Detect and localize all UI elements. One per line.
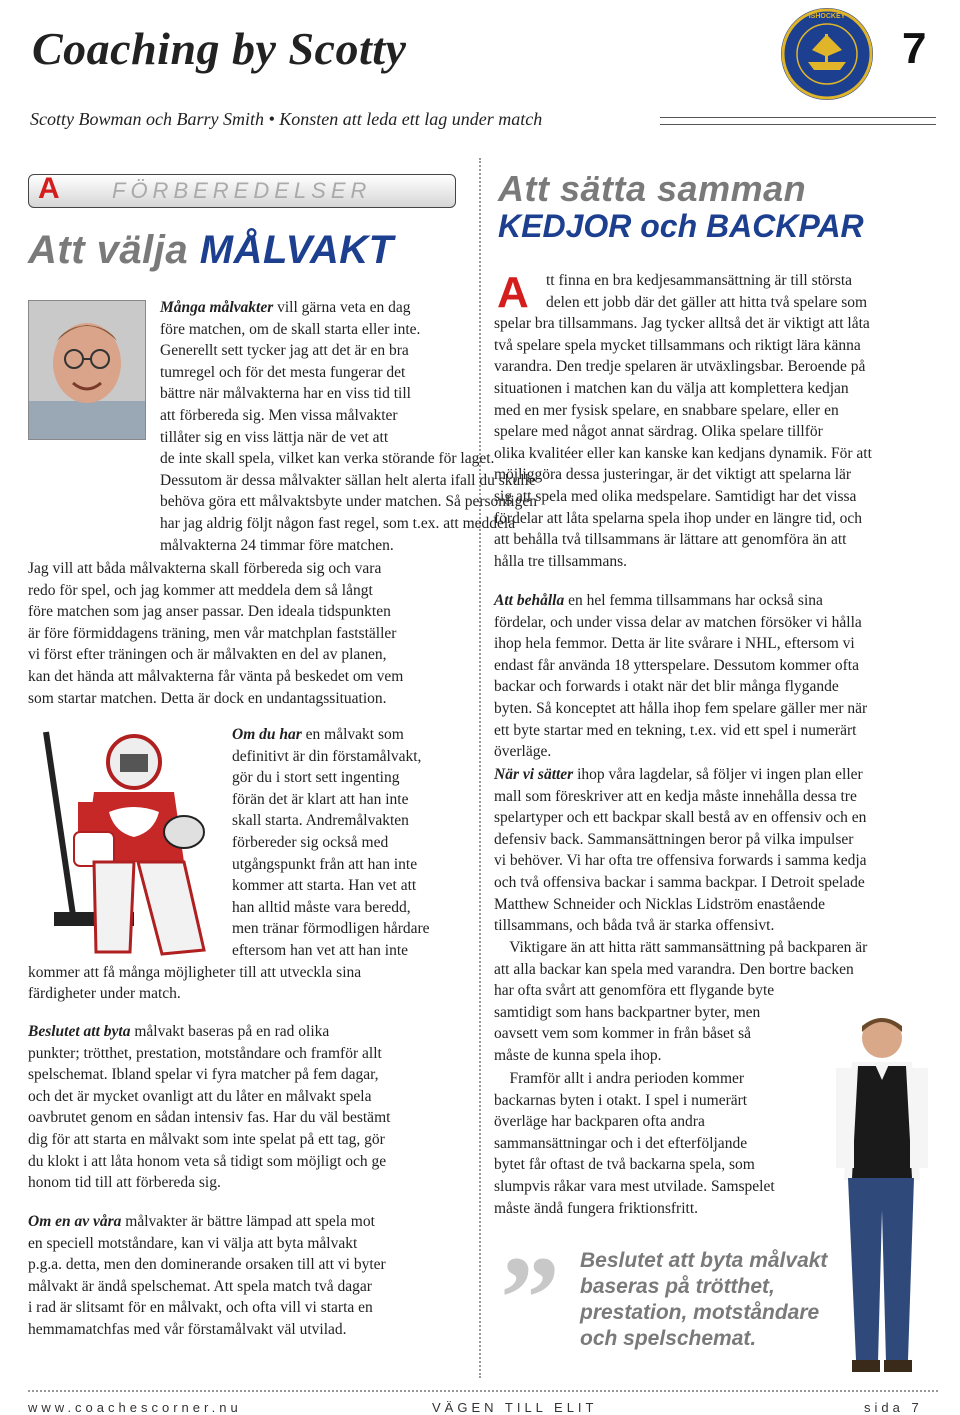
text-line [494,676,934,698]
line-text: spelschemat. Ibland spelar vi fyra matcher på fem dagar, [28,1066,379,1084]
line-text: förbereder sig också med [232,833,389,851]
text-line: fördelar att låta spelarna spela ihop under en längre tid, och [494,509,862,527]
text-line [494,764,934,786]
text-line [494,872,934,894]
line-text: en målvakt som [301,726,404,743]
text-line [28,897,468,919]
lead-in: Att behålla [494,592,565,609]
text-line: att alla backar kan spela med varandra. Den bortre backen [494,960,854,978]
page-number: 7 [902,24,927,73]
text-line [494,807,934,829]
text-line [160,513,516,535]
text-line: att behålla två tillsammans är lättare att genomföra än att [494,531,847,549]
left-headline-accent: MÅLVAKT [199,228,394,272]
text-line: Jag vill att båda målvakterna skall förbereda sig och vara [28,560,382,577]
text-line: måste de kunna spela ihop. [494,1046,662,1064]
text-line: överläge har backparen ofta andra [494,1113,705,1131]
left-paragraph-2 [28,558,468,709]
text-line: före matchen som jag anser passar. Den ideala tidspunkten [28,603,391,621]
line-text: kommer att få många möjligheter till att utveckla sina [28,963,362,981]
subtitle-rule [660,117,936,125]
text-line [28,1086,468,1108]
text-line: situationen i matchen kan du välja att komplettera kedjan [494,379,849,397]
line-text: skall starta. Andremålvakten [232,812,409,830]
text-line [28,767,468,789]
line-text: målvakt baseras på en rad olika [130,1023,330,1040]
text-line [28,1276,468,1298]
footer-website[interactable]: www.coachescorner.nu [28,1400,242,1415]
left-paragraph-5 [28,1211,468,1341]
text-line [28,746,468,768]
lead-in: Om en av våra [28,1213,122,1230]
text-line [28,1172,468,1194]
column-divider [479,158,481,1378]
text-line [28,1021,468,1043]
left-paragraph-1 [160,297,538,556]
line-text: att förbereda sig. Men vissa målvakter [160,406,398,424]
line-text: spelartyper och ett backpar skall bestå av en offensiv och en [494,809,867,827]
line-text: de inte skall spela, vilket kan verka störande för laget. [160,450,495,468]
text-line [494,655,934,677]
footer-rule [28,1390,938,1392]
right-paragraph-1 [494,270,934,572]
text-line: sammansättningar och i det efterföljande [494,1134,748,1152]
line-text: han alltid måste vara beredd, [232,898,411,916]
text-line [494,633,934,655]
right-headline-1: Att sätta samman [498,168,807,209]
text-line [494,590,934,612]
line-text: före matchen, om de skall starta eller inte. [160,320,421,338]
text-line [160,340,460,362]
text-line [160,427,460,449]
text-line [28,724,468,746]
text-line: slumpvis råkar vara mest utvilade. Samspelet [494,1177,775,1195]
text-line: vi först efter träningen och är målvakten en del av planen, [28,646,387,664]
line-text: en hel femma tillsammans har också sina [564,592,823,609]
line-text: p.g.a. detta, men den dominerande orsaken till att vi byter [28,1256,386,1274]
section-label: FÖRBEREDELSER [112,178,372,203]
federation-seal-logo [772,4,882,104]
text-line [28,789,468,811]
line-text: färdigheter under match. [28,985,181,1003]
text-line: Viktigare än att hitta rätt sammansättning på backparen är [494,939,868,956]
line-text: ihop hela femmor. Detta är lite svårare i NHL, eftersom vi [494,635,855,653]
line-text: utgångspunkt från att han inte [232,855,418,873]
drop-cap: A [497,268,529,317]
text-line [28,875,468,897]
right-headline-2: KEDJOR och BACKPAR [498,208,864,244]
line-text: tillsammans, och båda två är starka offensivt. [494,917,775,935]
coach-portrait-photo [28,300,146,440]
line-text: ett byte startar med en tekning, t.ex. vid ett spel i numerärt [494,721,857,739]
left-headline [28,228,394,273]
line-text: backar och forwards i otakt när det blir många flygande [494,678,839,696]
text-line: backarnas byten i otakt. I spel i numerärt [494,1091,748,1109]
line-text: vi behöver. Vi har ofta tre offensiva forwards i samma kedja [494,852,867,870]
line-text: punkter; trötthet, prestation, motståndare och framför allt [28,1044,382,1062]
line-text: byten. Så konceptet att hålla ihop fem spelare gäller mer när [494,699,868,717]
text-line: bytet får oftast de två backarna spela, som [494,1156,755,1174]
lead-in: Beslutet att byta [28,1023,131,1040]
section-letter: A [38,172,60,205]
text-line [28,962,468,984]
text-line: hålla tre tillsammans. [494,552,628,570]
lead-in: Om du har [232,726,302,743]
text-line [160,448,495,470]
text-line: med en mer fysisk spelare, en snabbare spelare, eller en [494,401,839,419]
line-text: och det är mycket ovanligt att du låter en målvakt spela [28,1087,372,1105]
line-text: oavbrutet genom en sådan intensiv fas. Har du väl bestämt [28,1109,391,1127]
text-line [160,362,460,384]
pull-quote: Beslutet att byta målvakt baseras på trötthet, prestation, motståndare och spelschemat. [580,1249,828,1350]
text-line: Framför allt i andra perioden kommer [494,1070,745,1087]
svg-text:ISHOCKEY: ISHOCKEY [808,13,846,20]
quote-mark: ” [500,1231,560,1364]
line-text: fördelar, och under vissa delar av matchen försöker vi hålla [494,613,862,631]
text-line [494,720,934,742]
text-line [160,383,460,405]
right-paragraph-2 [494,590,934,763]
text-line: spelare med något annat särdrag. Olika spelare tillför [494,423,823,441]
text-line [160,470,536,492]
text-line: är före förmiddagens träning, men vår matchplan fastställer [28,624,397,642]
text-line [160,297,460,319]
line-text: målvakterna 24 timmar före matchen. [160,536,394,554]
line-text: överläge. [494,743,552,761]
text-line: kan det hända att målvakterna får vänta på beskedet om vem [28,667,404,685]
line-text: mall som föreskriver att en kedja måste innehålla dessa tre [494,787,857,805]
line-text: tumregel och för det mesta fungerar det [160,363,406,381]
text-line [28,1064,468,1086]
text-line [160,535,460,557]
text-line: två spelare spela mycket tillsammans och riktigt lära känna [494,336,861,354]
line-text: dig för att starta en målvakt som inte spelat på ett tag, gör [28,1130,385,1148]
line-text: honom tid till att förbereda sig. [28,1174,221,1192]
text-line: har ofta svårt att genomföra ett flygande byte [494,982,775,1000]
line-text: ihop våra lagdelar, så följer vi ingen plan eller [573,766,863,783]
text-line: delen ett jobb där det gäller att hitta två spelare som [546,293,868,311]
text-line [160,491,538,513]
text-line [28,983,468,1005]
line-text: behöva göra ett målvaktsbyte under matchen. Så personligen [160,493,538,511]
text-line: varandra. Den tredje spelaren är utväxlingsbar. Beroende på [494,358,866,376]
text-line [28,810,468,832]
line-text: eftersom han vet att han inte [232,941,409,959]
line-text: bättre när målvakterna har en viss tid till [160,385,411,403]
line-text: endast får använda 18 ytterspelare. Dessutom kommer ofta [494,656,859,674]
line-text: hemmamatchfas med vår förstamålvakt väl utvilad. [28,1320,347,1338]
line-text: målvakter är bättre lämpad att spela mot [121,1213,375,1230]
text-line [494,786,934,808]
text-line: oavsett vem som kommer in från båset så [494,1025,751,1043]
text-line: måste ändå fungera friktionsfritt. [494,1199,699,1217]
text-line [28,1151,468,1173]
line-text: en speciell motståndare, kan vi välja att byta målvakt [28,1234,358,1252]
line-text: gör du i stort sett ingenting [232,769,400,787]
text-line [494,894,934,916]
line-text: du klokt i att låta honom veta så tidigt som möjligt och ge [28,1152,387,1170]
text-line [28,1107,468,1129]
footer-page: sida 7 [864,1400,923,1415]
text-line: samtidigt som hans backpartner byter, men [494,1003,761,1021]
line-text: defensiv back. Sammansättningen beror på vilka impulser [494,830,854,848]
line-text: Dessutom är dessa målvakter sällan helt alerta ifall du skulle [160,471,536,489]
left-headline-plain: Att välja [28,228,189,272]
page-subtitle: Scotty Bowman och Barry Smith • Konsten att leda ett lag under match [30,109,543,129]
line-text: förän det är klart att han inte [232,790,409,808]
text-line: sig att spela med olika medspelare. Samtidigt har det vissa [494,487,857,505]
text-line [28,1297,468,1319]
text-line [494,915,934,937]
text-line [494,741,934,763]
line-text: men tränar förmodligen hårdare [232,920,430,938]
footer-series: VÄGEN TILL ELIT [432,1400,598,1415]
line-text: Matthew Schneider och Nicklas Lidström enastående [494,895,825,913]
text-line [160,319,460,341]
line-text: tillåter sig en viss lättja när de vet att [160,428,389,446]
text-line [28,1233,468,1255]
text-line [28,940,468,962]
text-line [494,829,934,851]
text-line [28,854,468,876]
text-line [494,850,934,872]
text-line [28,918,468,940]
text-line: spelar bra tillsammans. Jag tycker alltså det är viktigt att låta [494,315,870,333]
text-line [28,1319,468,1341]
line-text: Generellt sett tycker jag att det är en bra [160,342,409,360]
page-header-title: Coaching by Scotty [32,23,407,74]
line-text: målvakt är ändå spelschemat. Att spela match två dagar [28,1277,372,1295]
text-line: möjliggöra dessa justeringar, är det viktigt att spelarna lär [494,466,852,484]
line-text: och två offensiva backar i samma backpar. I Detroit spelade [494,873,865,891]
text-line [494,698,934,720]
left-paragraph-4 [28,1021,468,1194]
text-line [28,832,468,854]
text-line [28,1211,468,1233]
lead-in: När vi sätter [494,766,574,783]
text-line: olika kvalitéer eller kan kanske kan kedjans dynamik. För att [494,444,872,462]
left-paragraph-3 [28,724,468,1005]
text-line [28,1043,468,1065]
text-line: redo för spel, och jag kommer att meddela dem så långt [28,581,373,599]
line-text: kommer att starta. Han vet att [232,877,417,895]
text-line [160,405,460,427]
line-text: definitivt är din förstamålvakt, [232,747,422,765]
text-line [28,1129,468,1151]
right-paragraph-3 [494,764,934,937]
text-line [494,612,934,634]
text-line: som startar matchen. Detta är dock en undantagssituation. [28,689,387,707]
line-text: vill gärna veta en dag [273,299,411,316]
text-line: tt finna en bra kedjesammansättning är till största [546,272,853,289]
line-text: har jag aldrig följt någon fast regel, som t.ex. att meddela [160,514,516,532]
text-line [28,1254,468,1276]
line-text: i rad är slitsamt för en målvakt, och ofta vill vi starta en [28,1299,373,1317]
lead-in: Många målvakter [160,299,274,316]
